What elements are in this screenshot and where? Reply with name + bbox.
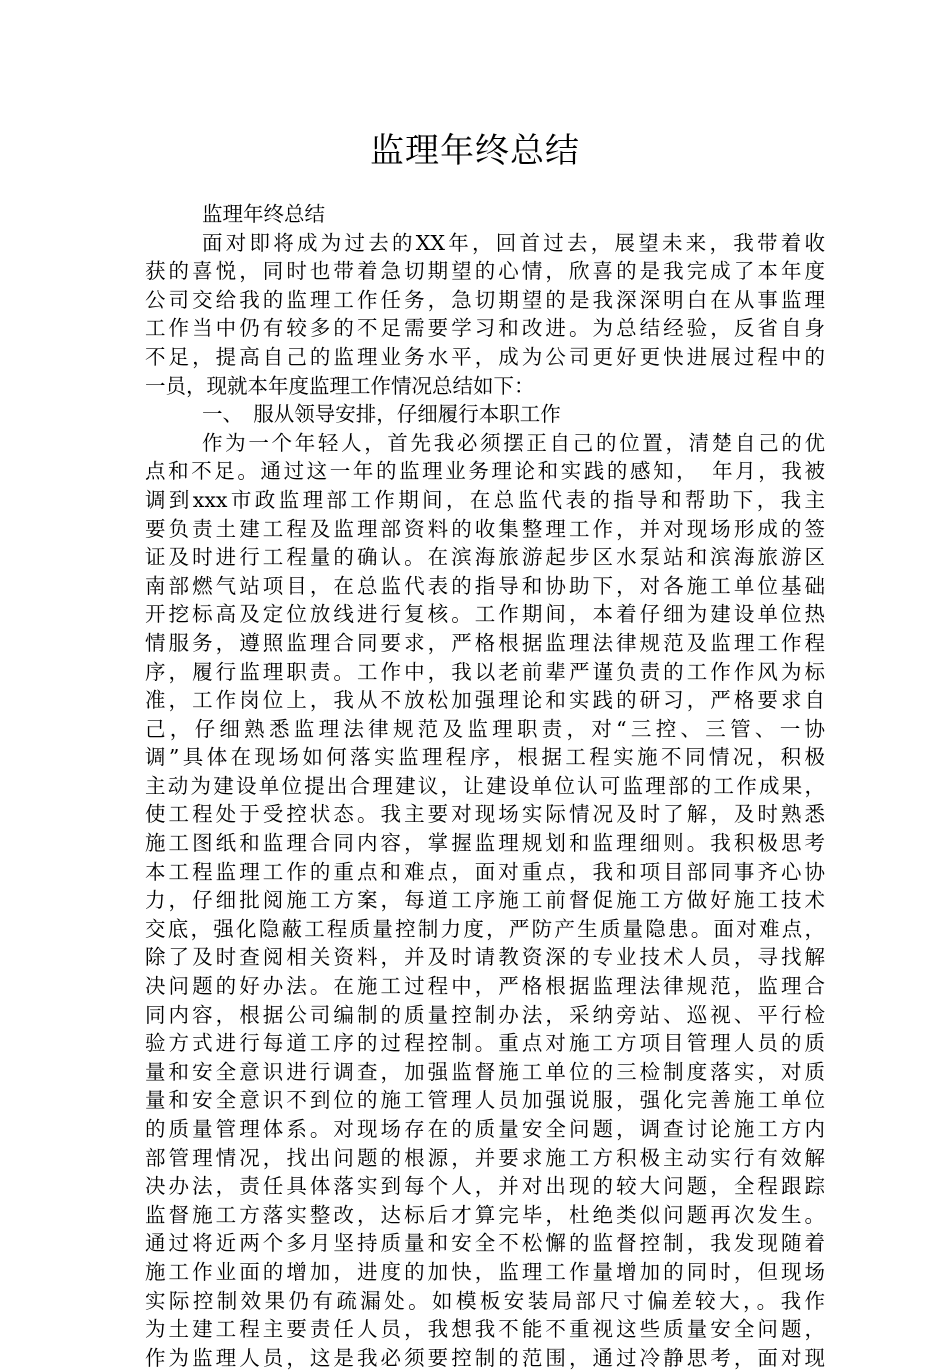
body-line: 开挖标高及定位放线进行复核。工作期间，本着仔细为建设单位热	[145, 602, 825, 627]
body-line: 决问题的好办法。在施工过程中，严格根据监理法律规范，监理合	[145, 974, 825, 999]
body-line: 情服务，遵照监理合同要求，严格根据监理法律规范及监理工作程	[145, 630, 825, 655]
body-line: 交底，强化隐蔽工程质量控制力度，严防产生质量隐患。面对难点，	[145, 916, 825, 941]
document-title: 监理年终总结	[370, 131, 580, 171]
body-line: 公司交给我的监理工作任务，急切期望的是我深深明白在从事监理	[145, 287, 825, 312]
body-line: 作为一个年轻人，首先我必须摆正自己的位置，清楚自己的优	[202, 430, 825, 455]
body-line: 调到xxx市政监理部工作期间，在总监代表的指导和帮助下，我主	[145, 487, 825, 512]
document-body	[145, 200, 825, 1372]
body-line: 主动为建设单位提出合理建议，让建设单位认可监理部的工作成果，	[145, 773, 825, 798]
body-line: 证及时进行工程量的确认。在滨海旅游起步区水泵站和滨海旅游区	[145, 545, 825, 570]
body-line: 量和安全意识不到位的施工管理人员加强说服，强化完善施工单位	[145, 1088, 825, 1113]
body-line: 南部燃气站项目，在总监代表的指导和协助下，对各施工单位基础	[145, 573, 825, 598]
body-line: 一、 服从领导安排，仔细履行本职工作	[202, 402, 561, 427]
body-line: 监理年终总结	[202, 202, 325, 226]
body-line: 不足，提高自己的监理业务水平，成为公司更好更快进展过程中的	[145, 344, 825, 369]
body-line: 要负责土建工程及监理部资料的收集整理工作，并对现场形成的签	[145, 516, 825, 541]
body-line: 己，仔细熟悉监理法律规范及监理职责，对“三控、三管、一协	[145, 716, 825, 741]
body-line: 通过将近两个多月坚持质量和安全不松懈的监督控制，我发现随着	[145, 1231, 825, 1256]
body-line: 部管理情况，找出问题的根源，并要求施工方积极主动实行有效解	[145, 1145, 825, 1170]
body-line: 一员，现就本年度监理工作情况总结如下：	[145, 373, 535, 398]
body-line: 序，履行监理职责。工作中，我以老前辈严谨负责的工作作风为标	[145, 659, 825, 684]
body-line: 为土建工程主要责任人员，我想我不能不重视这些质量安全问题，	[145, 1317, 825, 1342]
body-line: 力，仔细批阅施工方案，每道工序施工前督促施工方做好施工技术	[145, 888, 825, 913]
body-line: 实际控制效果仍有疏漏处。如模板安装局部尺寸偏差较大，。我作	[145, 1288, 825, 1313]
body-line: 监督施工方落实整改，达标后才算完毕，杜绝类似问题再次发生。	[145, 1202, 825, 1227]
body-line: 决办法，责任具体落实到每个人，并对出现的较大问题，全程跟踪	[145, 1174, 825, 1199]
body-line: 施工作业面的增加，进度的加快，监理工作量增加的同时，但现场	[145, 1259, 825, 1284]
body-line: 施工图纸和监理合同内容，掌握监理规划和监理细则。我积极思考	[145, 831, 825, 856]
body-line: 量和安全意识进行调查，加强监督施工单位的三检制度落实，对质	[145, 1059, 825, 1084]
body-line: 工作当中仍有较多的不足需要学习和改进。为总结经验，反省自身	[145, 316, 825, 341]
body-line: 准，工作岗位上，我从不放松加强理论和实践的研习，严格要求自	[145, 688, 825, 713]
body-line: 验方式进行每道工序的过程控制。重点对施工方项目管理人员的质	[145, 1031, 825, 1056]
body-line: 同内容，根据公司编制的质量控制办法，采纳旁站、巡视、平行检	[145, 1002, 825, 1027]
body-line: 面对即将成为过去的XX年，回首过去，展望未来，我带着收	[202, 230, 825, 255]
body-line: 除了及时查阅相关资料，并及时请教资深的专业技术人员，寻找解	[145, 945, 825, 970]
body-line: 使工程处于受控状态。我主要对现场实际情况及时了解，及时熟悉	[145, 802, 825, 827]
body-line: 本工程监理工作的重点和难点，面对重点，我和项目部同事齐心协	[145, 859, 825, 884]
body-line: 点和不足。通过这一年的监理业务理论和实践的感知， 年月，我被	[145, 459, 825, 484]
body-line: 作为监理人员，这是我必须要控制的范围，通过冷静思考，面对现	[145, 1345, 825, 1370]
body-line: 获的喜悦，同时也带着急切期望的心情，欣喜的是我完成了本年度	[145, 259, 825, 284]
body-line: 的质量管理体系。对现场存在的质量安全问题，调查讨论施工方内	[145, 1117, 825, 1141]
body-line: 调”具体在现场如何落实监理程序，根据工程实施不同情况，积极	[145, 745, 825, 770]
